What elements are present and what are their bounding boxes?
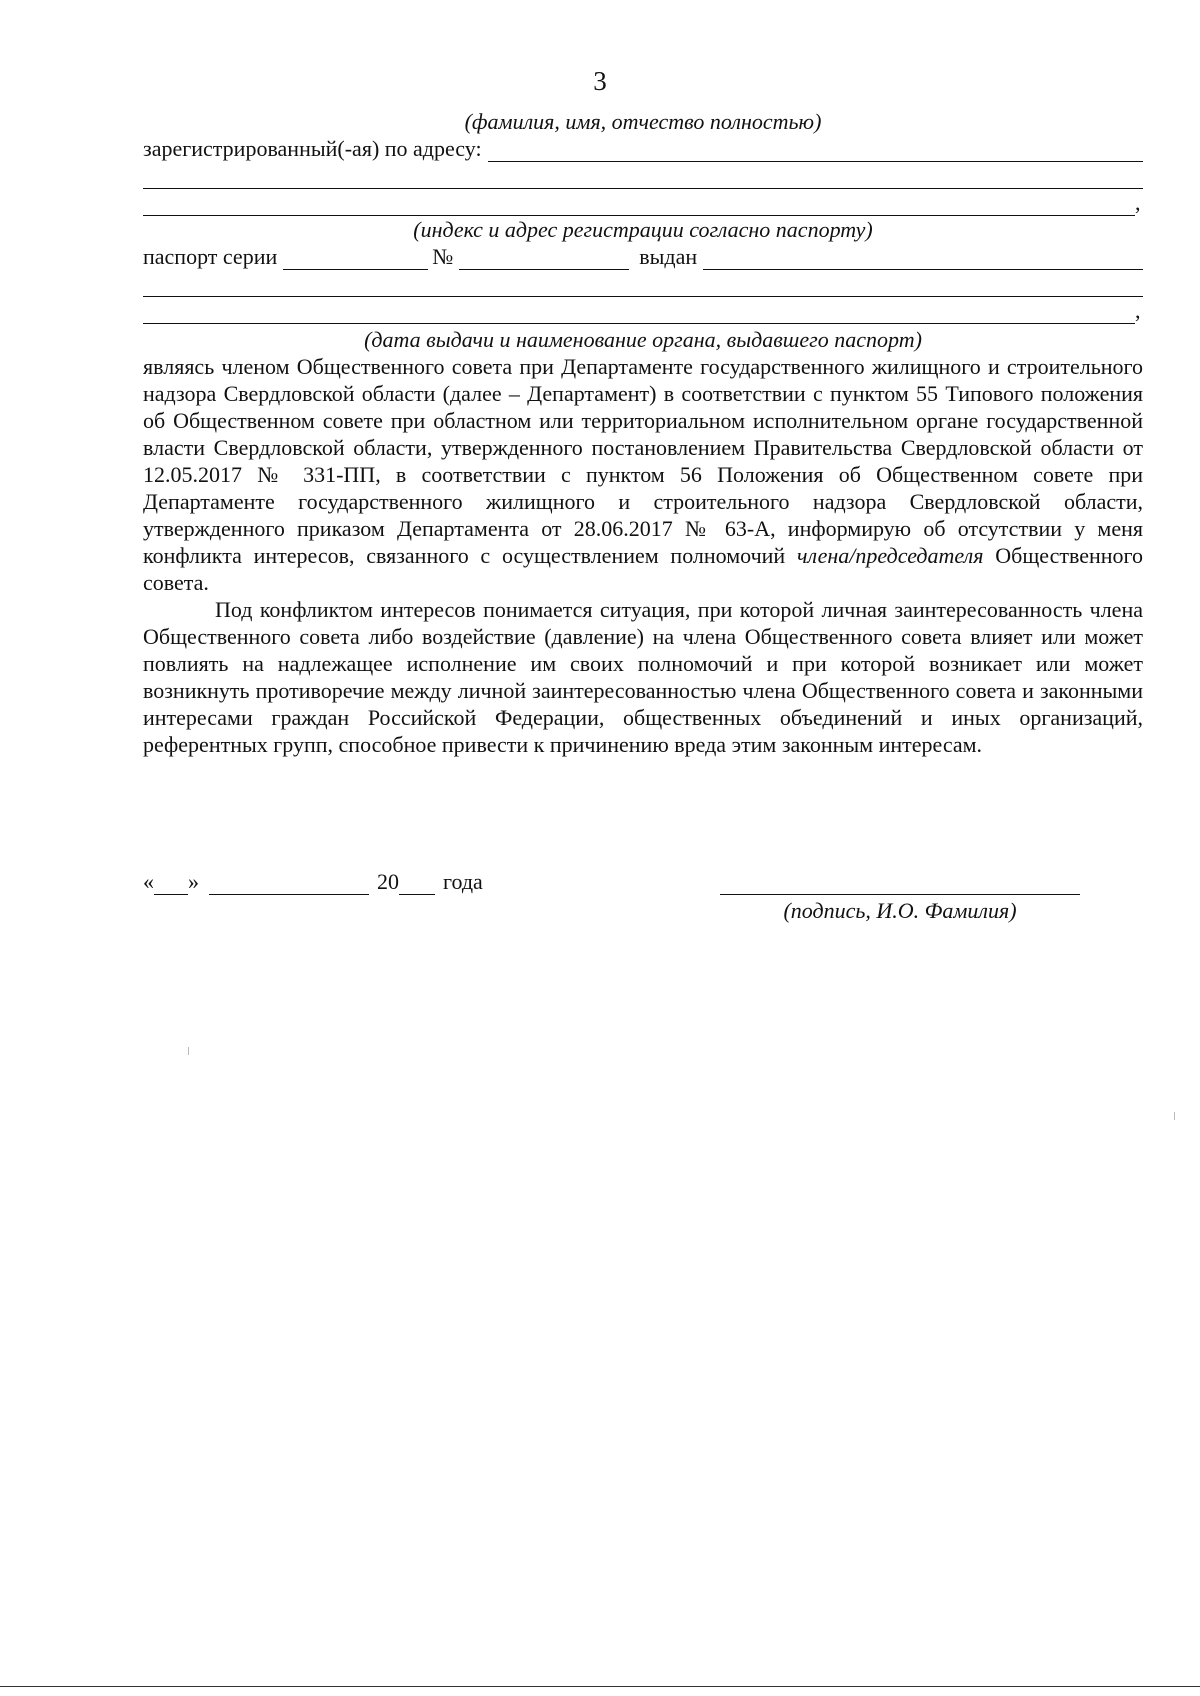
registered-address-row <box>143 135 1143 162</box>
date-open-quote: « <box>143 869 154 894</box>
passport-series-field[interactable] <box>283 249 428 270</box>
page-number: 3 <box>593 66 607 96</box>
date-close-quote: » <box>188 869 199 894</box>
issued-field-line-3[interactable] <box>143 303 1135 324</box>
issued-comma: , <box>1135 298 1141 323</box>
passport-issued-label: выдан <box>639 244 698 269</box>
scan-speck <box>1174 1112 1175 1120</box>
date-year-field[interactable] <box>399 874 435 895</box>
date-month-field[interactable] <box>209 874 369 895</box>
registered-address-label: зарегистрированный(-ая) по адресу: <box>143 136 482 161</box>
page-bottom-edge <box>0 1686 1200 1687</box>
date-day-field[interactable] <box>154 874 188 895</box>
date-year-prefix: 20 <box>377 869 399 894</box>
passport-series-label: паспорт серии <box>143 244 278 269</box>
address-field-line-3[interactable] <box>143 195 1135 216</box>
declaration-paragraph <box>143 353 1143 596</box>
date-row <box>143 868 483 895</box>
caption-registration-address: (индекс и адрес регистрации согласно паспорту) <box>413 217 873 242</box>
signature-field[interactable] <box>720 874 1080 895</box>
passport-issued-field[interactable] <box>703 249 1143 270</box>
caption-passport-issue: (дата выдачи и наименование органа, выдавшего паспорт) <box>364 327 922 352</box>
issued-line-3[interactable] <box>143 297 1143 324</box>
scan-speck <box>188 1047 189 1055</box>
signature-caption: (подпись, И.О. Фамилия) <box>783 898 1017 923</box>
address-line-2[interactable] <box>143 162 1143 189</box>
issued-line-2[interactable] <box>143 270 1143 297</box>
passport-number-field[interactable] <box>459 249 629 270</box>
passport-row <box>143 243 1143 270</box>
declaration-text: являясь членом Общественного совета при Департаменте государственного жилищного и строительного надзора Свердловской области (далее – Департамент) в соответствии с пунктом 55 Типового положения об Общественном совете при областном или территориальном исполнительном органе государственной власти Свердловской области, утвержденного постановлением Правительства Свердловской области от 12.05.2017 № 331-ПП, в соответствии с пунктом 56 Положения об Общественном совете при Департаменте государственного жилищного и строительного надзора Свердловской области, утвержденного приказом Департамента от 28.06.2017 № 63-А, информирую об отсутствии у меня конфликта интересов, связанного с осуществлением полномочий <box>143 354 1143 568</box>
address-field-line-2[interactable] <box>143 168 1143 189</box>
conflict-definition-paragraph: Под конфликтом интересов понимается ситуация, при которой личная заинтересованность члена Общественного совета либо воздействие (давление) на члена Общественного совета влияет или может повлиять на надлежащее исполнение им своих полномочий и при которой возникает или может возникнуть противоречие между личной заинтересованностью члена Общественного совета и законными интересами граждан Российской Федерации, общественных объединений и иных организаций, референтных групп, способное привести к причинению вреда этим законным интересам. <box>143 597 1143 757</box>
declaration-role-text: члена/председателя <box>796 543 984 568</box>
passport-number-label: № <box>432 244 454 269</box>
declaration-text-end: Общественного совета. <box>143 543 1143 595</box>
issued-field-line-2[interactable] <box>143 276 1143 297</box>
registered-address-field[interactable] <box>488 141 1143 162</box>
date-year-suffix: года <box>443 869 483 894</box>
caption-full-name: (фамилия, имя, отчество полностью) <box>464 109 822 134</box>
form-body <box>143 108 1143 758</box>
address-comma: , <box>1135 190 1141 215</box>
address-line-3[interactable] <box>143 189 1143 216</box>
